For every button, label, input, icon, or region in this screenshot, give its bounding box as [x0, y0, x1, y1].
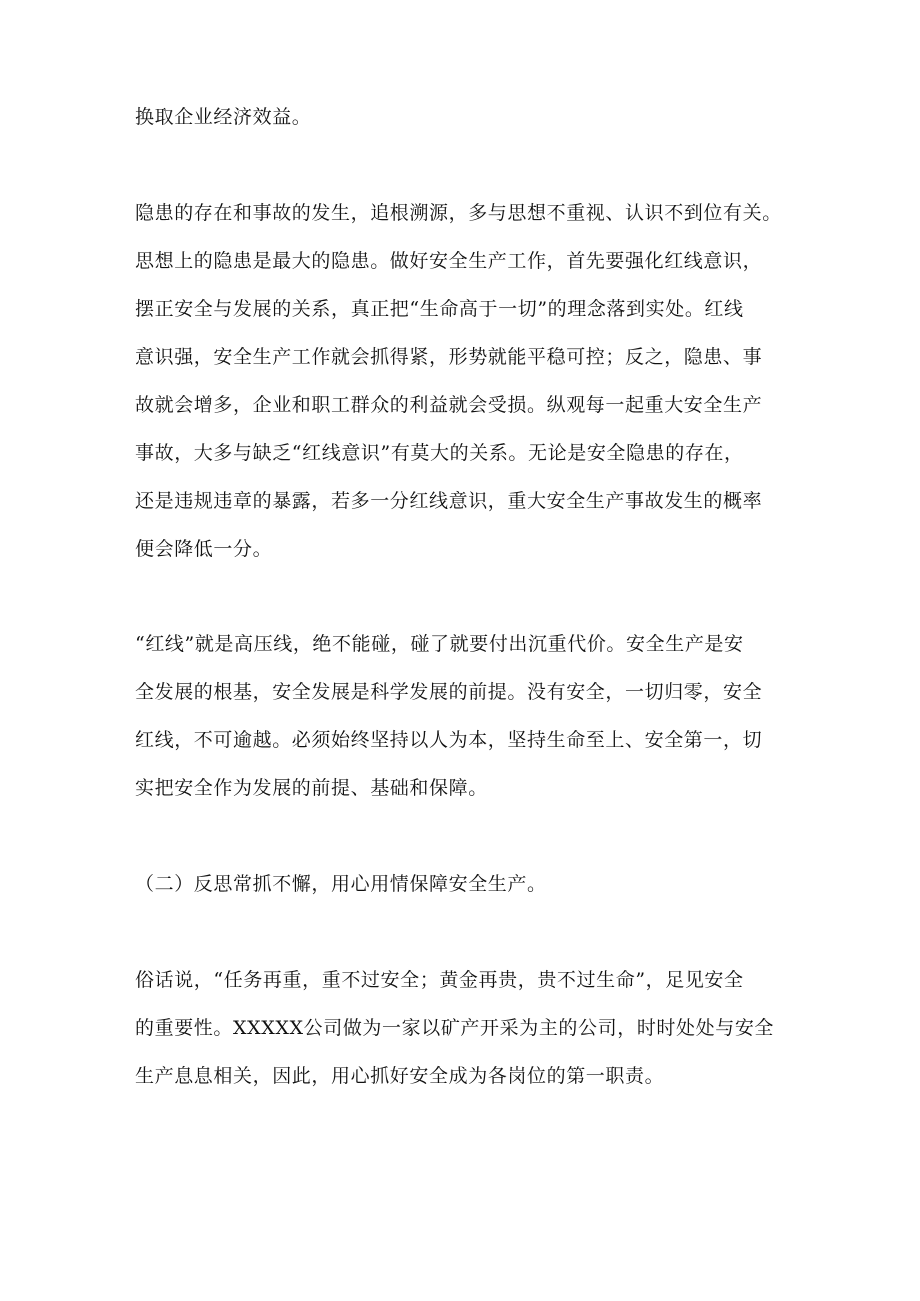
paragraph-line: 意识强，安全生产工作就会抓得紧，形势就能平稳可控；反之，隐患、事 [135, 346, 763, 368]
paragraph-line: “红线”就是高压线，绝不能碰，碰了就要付出沉重代价。安全生产是安 [135, 633, 744, 655]
paragraph-line: 全发展的根基，安全发展是科学发展的前提。没有安全，一切归零，安全 [135, 681, 763, 703]
paragraph-line: 实把安全作为发展的前提、基础和保障。 [135, 777, 488, 799]
paragraph-line: 思想上的隐患是最大的隐患。做好安全生产工作，首先要强化红线意识， [135, 250, 763, 272]
section-heading: （二）反思常抓不懈，用心用情保障安全生产。 [135, 873, 547, 895]
paragraph-line: 便会降低一分。 [135, 538, 273, 560]
paragraph-line: 红线，不可逾越。必须始终坚持以人为本，坚持生命至上、安全第一，切 [135, 729, 763, 751]
paragraph-line: 生产息息相关，因此，用心抓好安全成为各岗位的第一职责。 [135, 1065, 665, 1087]
paragraph-line: 还是违规违章的暴露，若多一分红线意识，重大安全生产事故发生的概率 [135, 490, 763, 512]
paragraph-line: 故就会增多，企业和职工群众的利益就会受损。纵观每一起重大安全生产 [135, 394, 763, 416]
paragraph-line: 事故，大多与缺乏“红线意识”有莫大的关系。无论是安全隐患的存在， [135, 442, 744, 464]
paragraph-line: 隐患的存在和事故的发生，追根溯源，多与思想不重视、认识不到位有关。 [135, 202, 782, 224]
paragraph-line: 俗话说，“任务再重，重不过安全；黄金再贵，贵不过生命”，足见安全 [135, 969, 744, 991]
paragraph-line: 换取企业经济效益。 [135, 106, 312, 128]
paragraph-line: 摆正安全与发展的关系，真正把“生命高于一切”的理念落到实处。红线 [135, 298, 744, 320]
paragraph-line: 的重要性。XXXXX公司做为一家以矿产开采为主的公司，时时处处与安全 [135, 1017, 775, 1039]
